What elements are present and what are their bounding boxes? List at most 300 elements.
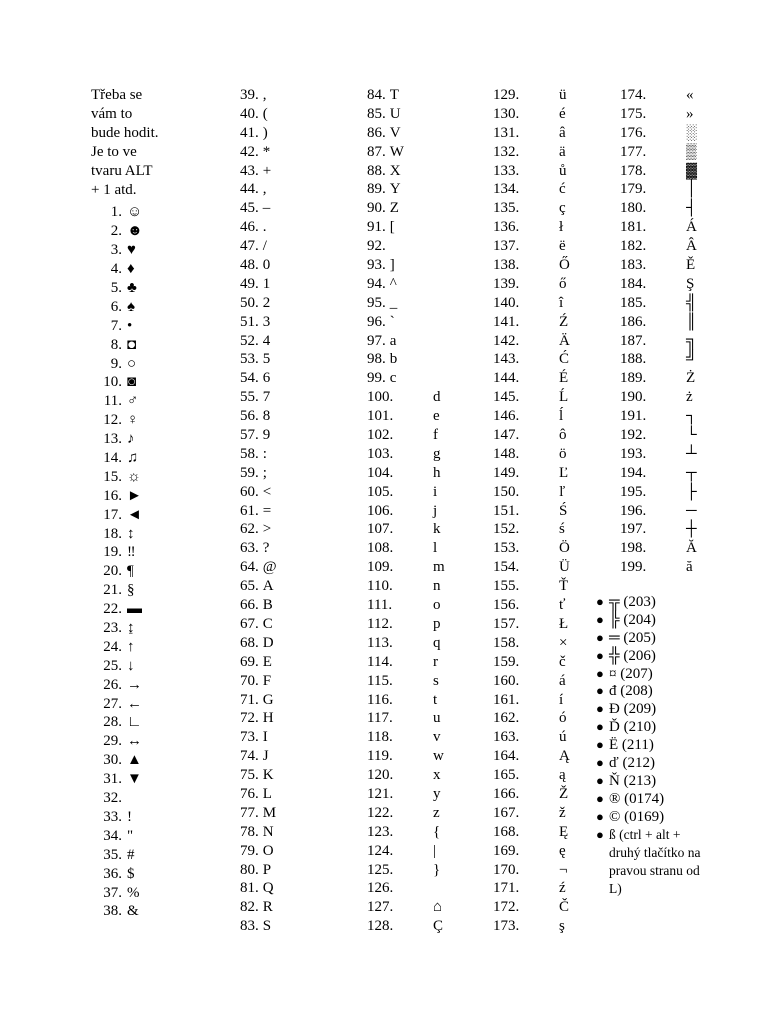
code-number: 136.	[493, 219, 520, 236]
col5-rows	[620, 86, 697, 577]
code-entry	[620, 124, 697, 143]
code-character: ł	[559, 219, 564, 236]
code-character: ę	[559, 842, 566, 859]
code-character: >	[262, 521, 272, 538]
code-number: 157.	[493, 615, 520, 632]
code-entry	[367, 350, 445, 369]
code-entry	[620, 369, 697, 388]
code-character: ä	[559, 143, 566, 160]
code-number: 19.	[103, 544, 122, 561]
code-number: 67.	[240, 615, 259, 632]
code-number: 153.	[493, 540, 520, 557]
code-character: /	[262, 238, 267, 255]
col4-rows	[493, 86, 570, 936]
code-character: Č	[559, 899, 570, 916]
code-character: h	[433, 464, 441, 481]
code-number: 124.	[367, 842, 394, 859]
code-character: l	[433, 540, 438, 557]
code-character: é	[559, 105, 566, 122]
code-number: 103.	[367, 445, 394, 462]
code-entry	[493, 275, 570, 294]
code-number: 56.	[240, 408, 259, 425]
code-number: 72.	[240, 710, 259, 727]
code-entry	[493, 464, 570, 483]
code-entry	[90, 676, 210, 695]
code-character: q	[433, 634, 441, 651]
code-character: ♪	[127, 431, 135, 448]
code-character: f	[433, 427, 438, 444]
code-character: 5	[262, 351, 271, 368]
code-entry	[90, 468, 210, 487]
code-entry	[240, 426, 277, 445]
code-character: ^	[389, 275, 397, 292]
code-number: 149.	[493, 464, 520, 481]
code-character: o	[433, 597, 441, 614]
code-character: +	[262, 162, 272, 179]
code-entry	[367, 861, 445, 880]
code-character: ó	[559, 710, 567, 727]
code-character: └	[686, 427, 697, 444]
code-number: 123.	[367, 823, 394, 840]
code-number: 141.	[493, 313, 520, 330]
code-entry	[620, 256, 697, 275]
code-entry	[493, 823, 570, 842]
code-number: 125.	[367, 861, 394, 878]
code-character: ¶	[127, 563, 134, 580]
code-entry	[493, 426, 570, 445]
column-5	[620, 86, 697, 577]
code-character: &	[127, 903, 139, 920]
code-entry	[367, 842, 445, 861]
code-character: Ü	[559, 559, 570, 576]
code-number: 87.	[367, 143, 386, 160]
code-entry	[240, 294, 277, 313]
code-number: 146.	[493, 408, 520, 425]
bullet-item	[596, 611, 714, 629]
code-character: ü	[559, 87, 567, 103]
code-entry	[493, 218, 570, 237]
code-character: ☺	[127, 204, 143, 221]
code-character: c	[389, 370, 397, 387]
code-entry	[367, 332, 445, 351]
code-entry	[240, 728, 277, 747]
code-character: @	[262, 559, 277, 576]
code-number: 53.	[240, 351, 259, 368]
bullet-text: ď (212)	[609, 755, 655, 772]
code-entry	[493, 691, 570, 710]
code-entry	[90, 846, 210, 865]
code-number: 164.	[493, 748, 520, 765]
code-number: 192.	[620, 427, 647, 444]
code-entry	[620, 237, 697, 256]
code-character: ┼	[686, 521, 697, 538]
bullet-text: ® (0174)	[609, 790, 665, 807]
code-character: Á	[686, 219, 697, 236]
bullet-item	[596, 754, 714, 772]
code-entry	[90, 411, 210, 430]
code-entry	[90, 506, 210, 525]
code-character: Ç	[433, 918, 444, 935]
code-character: "	[127, 827, 134, 844]
code-character: 7	[262, 389, 271, 406]
code-entry	[240, 539, 277, 558]
code-number: 118.	[367, 729, 393, 746]
code-number: 20.	[103, 563, 122, 580]
code-entry	[240, 691, 277, 710]
code-entry	[240, 162, 277, 181]
code-number: 188.	[620, 351, 647, 368]
code-number: 61.	[240, 502, 259, 519]
code-number: 63.	[240, 540, 259, 557]
code-entry	[367, 785, 445, 804]
code-entry	[620, 162, 697, 181]
code-character: ◘	[127, 336, 137, 353]
code-number: 95.	[367, 294, 386, 311]
code-entry	[620, 180, 697, 199]
code-entry	[493, 709, 570, 728]
code-character: 1	[262, 275, 271, 292]
code-entry	[620, 388, 697, 407]
code-entry	[90, 279, 210, 298]
code-number: 119.	[367, 748, 393, 765]
code-character: [	[389, 219, 395, 236]
code-character: á	[559, 672, 566, 689]
code-character: #	[127, 846, 135, 863]
code-entry	[493, 502, 570, 521]
code-character: Ľ	[559, 464, 569, 481]
code-number: 35.	[103, 846, 122, 863]
code-number: 148.	[493, 445, 520, 462]
code-entry	[240, 785, 277, 804]
code-number: 168.	[493, 823, 520, 840]
code-character: R	[262, 899, 273, 916]
code-character: Ő	[559, 257, 570, 274]
code-number: 11.	[103, 393, 122, 410]
code-character: ◙	[127, 374, 137, 391]
code-entry	[620, 199, 697, 218]
code-number: 92.	[367, 238, 386, 255]
bullet-icon: ●	[596, 683, 604, 699]
code-entry	[620, 218, 697, 237]
bullet-text: ╦ (203)	[609, 594, 656, 610]
bullet-icon: ●	[596, 755, 604, 771]
code-number: 27.	[103, 695, 122, 712]
code-number: 30.	[103, 752, 122, 769]
bullet-text: Ë (211)	[609, 737, 654, 754]
code-character: ♀	[127, 412, 139, 429]
code-number: 144.	[493, 370, 520, 387]
code-number: 34.	[103, 827, 122, 844]
code-entry	[367, 86, 445, 105]
code-entry	[493, 350, 570, 369]
code-character: S	[262, 918, 272, 935]
code-number: 140.	[493, 294, 520, 311]
code-number: 77.	[240, 804, 259, 821]
code-entry	[367, 105, 445, 124]
code-number: 49.	[240, 275, 259, 292]
code-number: 167.	[493, 804, 520, 821]
code-number: 186.	[620, 313, 647, 330]
bullet-icon: ●	[596, 826, 604, 842]
code-entry	[367, 275, 445, 294]
code-entry	[240, 218, 277, 237]
code-number: 158.	[493, 634, 520, 651]
code-entry	[620, 558, 697, 577]
code-entry	[367, 577, 445, 596]
code-number: 150.	[493, 483, 520, 500]
code-character: ▼	[127, 771, 142, 788]
code-number: 151.	[493, 502, 520, 519]
code-number: 109.	[367, 559, 394, 576]
code-character: ×	[559, 634, 568, 651]
code-character: H	[262, 710, 274, 727]
code-entry	[493, 124, 570, 143]
code-entry	[240, 672, 277, 691]
code-entry	[493, 445, 570, 464]
code-number: 98.	[367, 351, 386, 368]
code-character: :	[262, 445, 267, 462]
code-number: 24.	[103, 638, 122, 655]
code-number: 3.	[110, 242, 122, 259]
code-number: 114.	[367, 653, 393, 670]
code-entry	[240, 520, 277, 539]
code-entry	[493, 728, 570, 747]
code-entry	[90, 543, 210, 562]
code-number: 80.	[240, 861, 259, 878]
code-character: ┬	[686, 464, 697, 481]
code-character: k	[433, 521, 441, 538]
code-character: ĺ	[559, 408, 564, 425]
bullet-item	[596, 718, 714, 736]
code-number: 50.	[240, 294, 259, 311]
code-entry	[90, 336, 210, 355]
code-entry	[620, 426, 697, 445]
code-entry	[367, 180, 445, 199]
code-number: 55.	[240, 389, 259, 406]
code-number: 139.	[493, 275, 520, 292]
code-character: Q	[262, 880, 274, 897]
code-entry	[240, 124, 277, 143]
intro-line: tvaru ALT	[91, 162, 153, 179]
code-character: 8	[262, 408, 271, 425]
bullet-item	[596, 593, 714, 611]
code-number: 1.	[110, 204, 122, 221]
code-number: 145.	[493, 389, 520, 406]
code-character: M	[262, 804, 277, 821]
code-character: P	[262, 861, 272, 878]
code-entry	[493, 180, 570, 199]
code-entry	[90, 732, 210, 751]
bullet-text: Ď (210)	[609, 719, 657, 736]
code-character: ↔	[127, 733, 142, 750]
code-entry	[367, 728, 445, 747]
code-character: `	[389, 313, 395, 330]
code-number: 21.	[103, 582, 122, 599]
code-entry	[240, 143, 277, 162]
code-character: ←	[127, 695, 142, 712]
code-character: ♫	[127, 450, 139, 467]
code-character: ╝	[686, 351, 697, 368]
code-character: «	[686, 87, 694, 103]
code-number: 170.	[493, 861, 520, 878]
code-entry	[493, 105, 570, 124]
bullet-text: Ň (213)	[609, 772, 657, 789]
code-entry	[90, 789, 210, 808]
code-entry	[240, 577, 277, 596]
code-character: Ź	[559, 313, 569, 330]
code-character: ∟	[127, 714, 142, 731]
bullet-text: đ (208)	[609, 683, 653, 700]
code-character: ,	[262, 87, 267, 103]
code-entry	[493, 861, 570, 880]
code-character: 6	[262, 370, 271, 387]
code-character: L	[262, 785, 272, 802]
code-number: 105.	[367, 483, 394, 500]
code-number: 5.	[110, 280, 122, 296]
bullet-icon: ●	[596, 790, 604, 806]
code-number: 65.	[240, 578, 259, 595]
code-number: 13.	[103, 431, 122, 448]
code-character: –	[262, 200, 271, 217]
code-character: Ć	[559, 351, 570, 368]
code-character: â	[559, 124, 566, 141]
code-number: 177.	[620, 143, 647, 160]
code-number: 173.	[493, 918, 520, 935]
code-entry	[367, 804, 445, 823]
code-number: 48.	[240, 257, 259, 274]
code-character: Ĺ	[559, 389, 569, 406]
code-character: F	[262, 672, 272, 689]
code-character: N	[262, 823, 274, 840]
code-entry	[493, 653, 570, 672]
code-character: Z	[389, 200, 399, 217]
code-character: ▓	[686, 162, 697, 179]
code-entry	[240, 709, 277, 728]
code-character: }	[433, 861, 441, 878]
code-character: i	[433, 483, 438, 500]
code-entry	[493, 842, 570, 861]
code-number: 111.	[367, 597, 393, 614]
code-entry	[240, 407, 277, 426]
code-character: ,	[262, 181, 267, 198]
code-character: Ě	[686, 257, 696, 274]
code-entry	[90, 619, 210, 638]
code-number: 199.	[620, 559, 647, 576]
code-number: 81.	[240, 880, 259, 897]
code-character: z	[433, 804, 440, 821]
code-entry	[90, 902, 210, 921]
code-entry	[240, 861, 277, 880]
code-entry	[367, 124, 445, 143]
code-number: 23.	[103, 620, 122, 637]
code-entry	[367, 766, 445, 785]
code-character: ź	[559, 880, 566, 897]
code-entry	[367, 879, 445, 898]
code-number: 172.	[493, 899, 520, 916]
code-number: 89.	[367, 181, 386, 198]
code-character: v	[433, 729, 441, 746]
intro-line: vám to	[91, 105, 133, 122]
code-character: j	[433, 502, 438, 519]
code-number: 138.	[493, 257, 520, 274]
code-entry	[90, 222, 210, 241]
code-character: ą	[559, 767, 566, 784]
code-number: 10.	[103, 374, 122, 391]
code-number: 73.	[240, 729, 259, 746]
code-character: ă	[686, 559, 693, 576]
code-entry	[240, 313, 277, 332]
code-entry	[493, 747, 570, 766]
bullet-text: ╬ (206)	[609, 647, 656, 664]
code-number: 51.	[240, 313, 259, 330]
code-entry	[367, 218, 445, 237]
code-entry	[90, 884, 210, 903]
code-entry	[90, 430, 210, 449]
code-number: 32.	[103, 790, 122, 807]
code-character: 0	[262, 257, 271, 274]
code-entry	[90, 355, 210, 374]
code-entry	[90, 241, 210, 260]
code-entry	[620, 350, 697, 369]
code-entry	[90, 562, 210, 581]
code-number: 178.	[620, 162, 647, 179]
code-entry	[493, 577, 570, 596]
code-character: î	[559, 294, 564, 311]
code-number: 159.	[493, 653, 520, 670]
code-number: 162.	[493, 710, 520, 727]
code-entry	[90, 638, 210, 657]
code-character: Ž	[559, 785, 569, 802]
code-entry	[240, 879, 277, 898]
code-entry	[493, 879, 570, 898]
code-entry	[240, 615, 277, 634]
code-entry	[90, 865, 210, 884]
code-entry	[493, 199, 570, 218]
code-entry	[90, 298, 210, 317]
code-entry	[367, 672, 445, 691]
code-entry	[90, 827, 210, 846]
code-character: ö	[559, 445, 567, 462]
code-number: 127.	[367, 899, 394, 916]
code-character: U	[389, 105, 401, 122]
code-character: │	[686, 181, 697, 198]
code-character: Y	[389, 181, 401, 198]
intro-line: bude hodit.	[91, 124, 159, 141]
code-entry	[240, 350, 277, 369]
code-number: 110.	[367, 578, 393, 595]
code-number: 70.	[240, 672, 259, 689]
code-character: Ä	[559, 332, 570, 349]
code-character: ⌂	[433, 899, 443, 916]
code-number: 196.	[620, 502, 647, 519]
code-entry	[240, 823, 277, 842]
code-character: ô	[559, 427, 567, 444]
code-entry	[493, 766, 570, 785]
code-number: 126.	[367, 880, 394, 897]
code-entry	[620, 275, 697, 294]
code-entry	[90, 713, 210, 732]
code-number: 160.	[493, 672, 520, 689]
code-character: ┤	[686, 200, 697, 217]
bullet-item	[596, 629, 714, 647]
code-entry	[367, 237, 445, 256]
code-entry	[240, 369, 277, 388]
code-entry	[620, 445, 697, 464]
code-number: 165.	[493, 767, 520, 784]
code-entry	[367, 917, 445, 936]
code-character: !	[127, 808, 132, 825]
code-number: 75.	[240, 767, 259, 784]
